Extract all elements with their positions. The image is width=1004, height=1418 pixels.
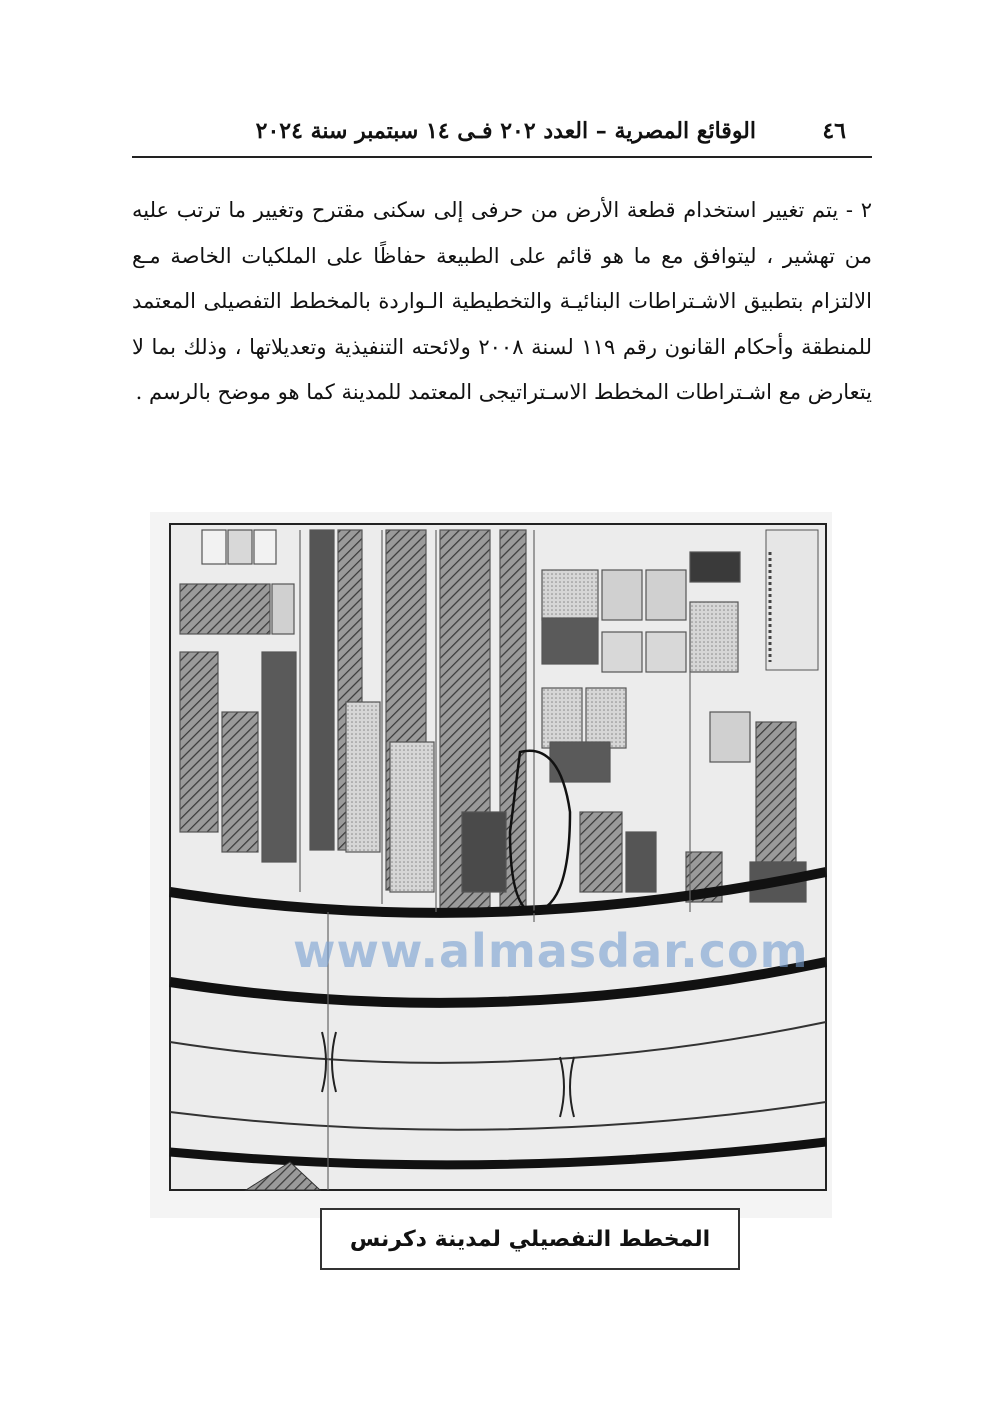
site-watermark: www.almasdar.com: [293, 924, 809, 978]
detailed-plan-map: [150, 512, 832, 1218]
map-caption-text: المخطط التفصيلي لمدينة دكرنس: [349, 1226, 711, 1252]
page-number: ٤٦: [822, 118, 846, 144]
body-text: [132, 188, 872, 416]
gazette-title: الوقائع المصرية – العدد ٢٠٢ فـى ١٤ سبتمبر سنة ٢٠٢٤: [255, 118, 756, 144]
paragraph-item-2: ٢ - يتم تغيير استخدام قطعة الأرض من حرفى إلى سكنى مقترح وتغيير ما ترتب عليه من تهشير ، ليتوافق مع ما هو قائم على الطبيعة حفاظًا على الملكيات الخاصة مـع الالتزام بتطبيق الاشـتراطات البنائيـة والتخطيطية الـواردة بالمخطط التفصيلى المعتمد للمنطقة وأحكام القانون رقم ١١٩ لسنة ٢٠٠٨ ولائحته التنفيذية وتعديلاتها ، وذلك بما لا يتعارض مع اشـتراطات المخطط الاسـتراتيجى المعتمد للمدينة كما هو موضح بالرسم .: [132, 198, 873, 404]
map-caption: [320, 1208, 740, 1270]
page-header: [132, 112, 872, 158]
